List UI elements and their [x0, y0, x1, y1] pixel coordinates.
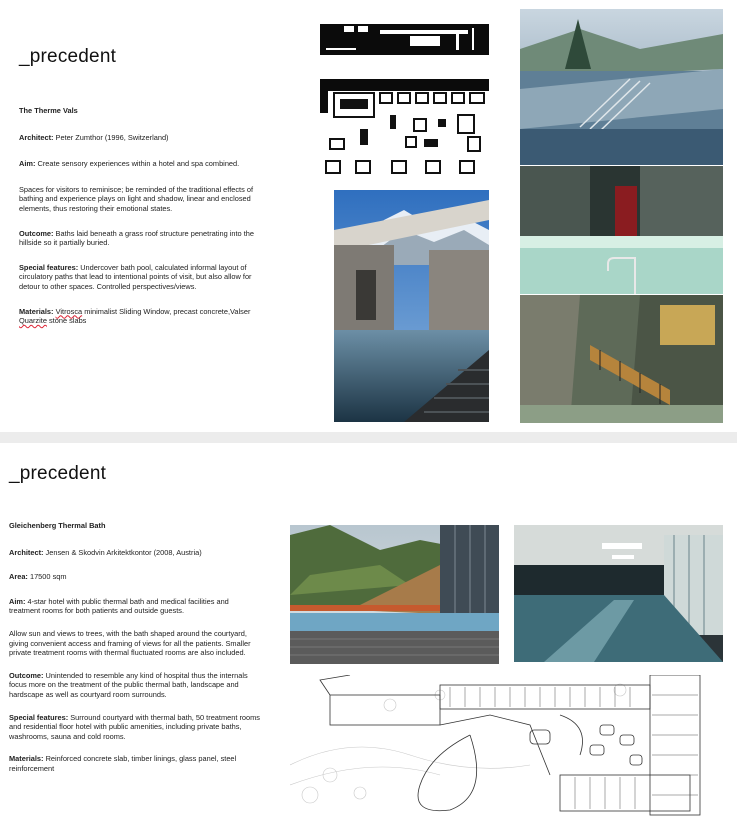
slide-gleichenberg — [0, 443, 737, 819]
project-title: The Therme Vals — [19, 106, 78, 115]
pool-mountain-photo — [334, 190, 489, 422]
description-paragraph: Allow sun and views to trees, with the bath shaped around the courtyard, giving convenient access and framing of views for all the patients. Smaller private treatment rooms with thermal fluctuated rooms are also included. — [9, 628, 251, 658]
materials-line: Materials: Reinforced concrete slab, timber linings, glass panel, steel reinforcement — [9, 754, 237, 773]
floor-plan-image — [320, 79, 489, 177]
indoor-pool-photo — [520, 166, 723, 294]
outcome-line: Outcome: Unintended to resemble any kind of hospital thus the internals focus more on the treatment of the public thermal bath, landscape and hardscape as well as courtyard room surrounds. — [9, 670, 248, 699]
architect-line: Architect: Jensen & Skodvin Arkitektkontor (2008, Austria) — [9, 547, 202, 557]
aim-line: Aim: 4-star hotel with public thermal bath and medical facilities and treatment rooms for both patients and outside guests. — [9, 596, 229, 616]
materials-line: Materials: Vitrosca minimalist Sliding Window, precast concrete,Valser Quarzite stone slabs — [19, 306, 251, 326]
exterior-photo — [520, 9, 723, 165]
outcome-line: Outcome: Baths laid beneath a grass roof structure penetrating into the hillside so it partially buried. — [19, 228, 254, 248]
exterior-bath-photo — [290, 525, 499, 664]
description-paragraph: Spaces for visitors to reminisce; be reminded of the traditional effects of bathing and experience plays on light and shadow, linear and enclosed elements, thus restoring their emotional states. — [19, 184, 254, 213]
text-column — [19, 106, 265, 326]
aim-line: Aim: Create sensory experiences within a hotel and spa combined. — [19, 159, 240, 169]
slide-heading: _precedent — [9, 463, 107, 484]
special-features-line: Special features: Undercover bath pool, calculated informal layout of circulatory paths that lead to intentional points of visit, but also allow for detour to other spaces. Controlled perspectives/views. — [19, 262, 252, 291]
special-features-line: Special features: Surround courtyard with thermal bath, 50 treatment rooms and residential floor hotel with public amenities, including private baths, washrooms, sauna and cold rooms. — [9, 712, 260, 741]
interior-pool-photo — [514, 525, 723, 662]
site-plan-image — [290, 675, 723, 817]
project-title: Gleichenberg Thermal Bath — [9, 521, 106, 530]
stair-corridor-photo — [520, 295, 723, 423]
text-column — [9, 521, 261, 774]
area-line: Area: 17500 sqm — [9, 572, 67, 582]
section-drawing-image — [320, 22, 489, 57]
architect-line: Architect: Peter Zumthor (1996, Switzerland) — [19, 132, 169, 142]
slide-heading: _precedent — [19, 46, 117, 67]
